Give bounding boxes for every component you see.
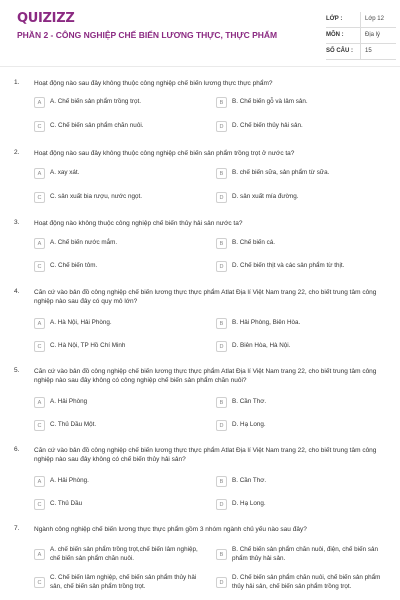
option-letter-badge: C	[34, 420, 45, 431]
option-letter-badge: C	[34, 192, 45, 203]
question-number: 3.	[14, 219, 20, 226]
option-text: C. Hà Nội, TP Hồ Chí Minh	[50, 342, 126, 350]
option-letter-badge: B	[216, 397, 227, 408]
q7-option-a[interactable]	[34, 546, 200, 563]
option-text: C. Thủ Dầu	[50, 500, 83, 508]
meta-divider	[360, 28, 361, 44]
option-letter-badge: A	[34, 97, 45, 108]
option-text: B. chế biến sữa, sản phẩm từ sữa.	[232, 169, 330, 177]
meta-divider	[360, 44, 361, 60]
q3-option-a[interactable]	[34, 238, 200, 249]
q6-option-a[interactable]	[34, 476, 200, 487]
q1-option-a[interactable]	[34, 97, 200, 108]
option-text: C. Chế biến lâm nghiệp, chế biến sản phẩm thủy hải sản, chế biến sản phẩm trồng trọt.	[50, 574, 197, 590]
meta-label: MÔN :	[326, 32, 344, 38]
option-text: D. Hạ Long.	[232, 500, 266, 508]
q3-option-c[interactable]	[34, 261, 200, 272]
option-letter-badge: C	[34, 121, 45, 132]
option-letter-badge: D	[216, 577, 227, 588]
q2-option-b[interactable]	[216, 168, 386, 179]
meta-value: Lớp 12	[365, 16, 384, 22]
option-text: A. Hải Phòng	[50, 398, 88, 406]
option-text: A. Hải Phòng.	[50, 477, 89, 485]
q7-option-c[interactable]	[34, 574, 200, 591]
question-number: 7.	[14, 525, 20, 532]
option-letter-badge: B	[216, 318, 227, 329]
q1-option-d[interactable]	[216, 121, 386, 132]
option-letter-badge: A	[34, 318, 45, 329]
option-text: A. Chế biến sản phẩm trồng trọt.	[50, 98, 142, 106]
meta-row-subject	[326, 28, 386, 44]
q4-option-b[interactable]	[216, 318, 386, 329]
q5-option-c[interactable]	[34, 420, 200, 431]
meta-underline	[326, 59, 396, 60]
option-text: D. Chế biến thịt và các sản phẩm từ thịt.	[232, 262, 345, 270]
q5-option-b[interactable]	[216, 397, 386, 408]
option-letter-badge: B	[216, 238, 227, 249]
option-text: C. Thủ Dầu Một.	[50, 421, 97, 429]
option-letter-badge: A	[34, 549, 45, 560]
question-text: Ngành công nghiệp chế biến lương thực thực phẩm gồm 3 nhóm ngành chủ yếu nào sau đây?	[34, 526, 307, 533]
option-letter-badge: B	[216, 549, 227, 560]
option-letter-badge: D	[216, 121, 227, 132]
option-letter-badge: A	[34, 397, 45, 408]
option-letter-badge: B	[216, 476, 227, 487]
option-letter-badge: A	[34, 168, 45, 179]
option-letter-badge: A	[34, 238, 45, 249]
q3-option-d[interactable]	[216, 261, 386, 272]
q5-option-d[interactable]	[216, 420, 386, 431]
option-text: A. Hà Nội, Hải Phòng.	[50, 319, 112, 327]
q2-option-c[interactable]	[34, 192, 200, 203]
option-letter-badge: D	[216, 499, 227, 510]
q6-option-d[interactable]	[216, 499, 386, 510]
header-divider	[0, 66, 400, 67]
question-number: 1.	[14, 79, 20, 86]
q3-option-b[interactable]	[216, 238, 386, 249]
option-text: A. Chế biến nước mắm.	[50, 239, 118, 247]
option-text: B. Hải Phòng, Biên Hòa.	[232, 319, 301, 327]
q1-option-b[interactable]	[216, 97, 386, 108]
meta-value: Địa lý	[365, 32, 381, 38]
option-letter-badge: B	[216, 97, 227, 108]
q1-option-c[interactable]	[34, 121, 200, 132]
q7-option-d[interactable]	[216, 574, 386, 591]
option-text: B. Chế biến sản phẩm chăn nuôi, điện, chế biến sản phẩm thủy hải sản.	[232, 546, 378, 562]
option-text: A. chế biến sản phẩm trồng trọt,chế biến lâm nghiệp, chế biến sản phẩm chăn nuôi.	[50, 546, 198, 562]
option-letter-badge: D	[216, 420, 227, 431]
option-text: B. Cần Thơ.	[232, 398, 267, 406]
meta-divider	[360, 12, 361, 28]
question-number: 4.	[14, 288, 20, 295]
meta-label: SỐ CÂU :	[326, 48, 353, 54]
meta-label: LỚP :	[326, 16, 343, 22]
q4-option-d[interactable]	[216, 341, 386, 352]
option-text: C. Chế biến sản phẩm chăn nuôi.	[50, 122, 144, 130]
meta-row-question-count	[326, 44, 386, 60]
question-text: Căn cứ vào bản đồ công nghiệp chế biến lương thực thực phẩm Atlat Địa lí Việt Nam trang 22, cho biết trung tâm công nghiệp nào sau đây không có chế biến thủy hải sản?	[34, 447, 377, 463]
page-title: PHẦN 2 - CÔNG NGHIỆP CHẾ BIẾN LƯƠNG THỰC, THỰC PHẨM	[17, 30, 278, 40]
question-text: Căn cứ vào bản đồ công nghiệp chế biến lương thực thực phẩm Atlat Địa lí Việt Nam trang 22, cho biết trung tâm công nghiệp nào sau đây không có công nghiệp chế biến sản phẩm chăn nuôi?	[34, 368, 377, 384]
option-letter-badge: C	[34, 577, 45, 588]
question-text: Hoạt động nào sau đây không thuộc công nghiệp chế biến lương thực thực phẩm?	[34, 80, 273, 87]
option-letter-badge: D	[216, 261, 227, 272]
option-letter-badge: B	[216, 168, 227, 179]
option-letter-badge: A	[34, 476, 45, 487]
option-text: D. Biên Hòa, Hà Nội.	[232, 342, 291, 350]
question-number: 2.	[14, 149, 20, 156]
option-text: D. Chế biến thủy hải sản.	[232, 122, 303, 130]
option-text: B. Chế biến gỗ và lâm sản.	[232, 98, 308, 106]
option-letter-badge: D	[216, 192, 227, 203]
option-text: A. xay xát.	[50, 169, 80, 177]
question-text: Căn cứ vào bản đồ công nghiệp chế biến lương thực thực phẩm Atlat Địa lí Việt Nam trang 22, cho biết trung tâm công nghiệp nào sau đây có quy mô lớn?	[34, 289, 377, 305]
q2-option-a[interactable]	[34, 168, 200, 179]
question-text: Hoạt động nào không thuộc công nghiệp chế biến thủy hải sản nước ta?	[34, 220, 243, 227]
option-letter-badge: C	[34, 341, 45, 352]
option-text: B. Chế biến cá.	[232, 239, 276, 247]
question-number: 5.	[14, 367, 20, 374]
q2-option-d[interactable]	[216, 192, 386, 203]
option-text: D. Hạ Long.	[232, 421, 266, 429]
option-letter-badge: D	[216, 341, 227, 352]
option-letter-badge: C	[34, 261, 45, 272]
option-text: D. Chế biến sản phẩm chăn nuôi, chế biến sản phẩm thủy hải sản, chế biến sản phẩm trồng trọt.	[232, 574, 381, 590]
q6-option-c[interactable]	[34, 499, 200, 510]
q6-option-b[interactable]	[216, 476, 386, 487]
q5-option-a[interactable]	[34, 397, 200, 408]
q4-option-c[interactable]	[34, 341, 200, 352]
meta-row-class	[326, 12, 386, 28]
option-text: C. sản xuất bia rượu, nước ngọt.	[50, 193, 142, 201]
q7-option-b[interactable]	[216, 546, 386, 563]
q4-option-a[interactable]	[34, 318, 200, 329]
quizizz-logo: QUIZIZZ	[17, 11, 75, 26]
worksheet-header	[0, 0, 400, 66]
question-text: Hoạt động nào sau đây không thuộc công nghiệp chế biến sản phẩm trồng trọt ở nước ta?	[34, 150, 295, 157]
option-letter-badge: C	[34, 499, 45, 510]
option-text: B. Cần Thơ.	[232, 477, 267, 485]
option-text: D. sản xuất mía đường.	[232, 193, 299, 201]
option-text: C. Chế biến tôm.	[50, 262, 98, 270]
meta-value: 15	[365, 48, 372, 54]
question-number: 6.	[14, 446, 20, 453]
